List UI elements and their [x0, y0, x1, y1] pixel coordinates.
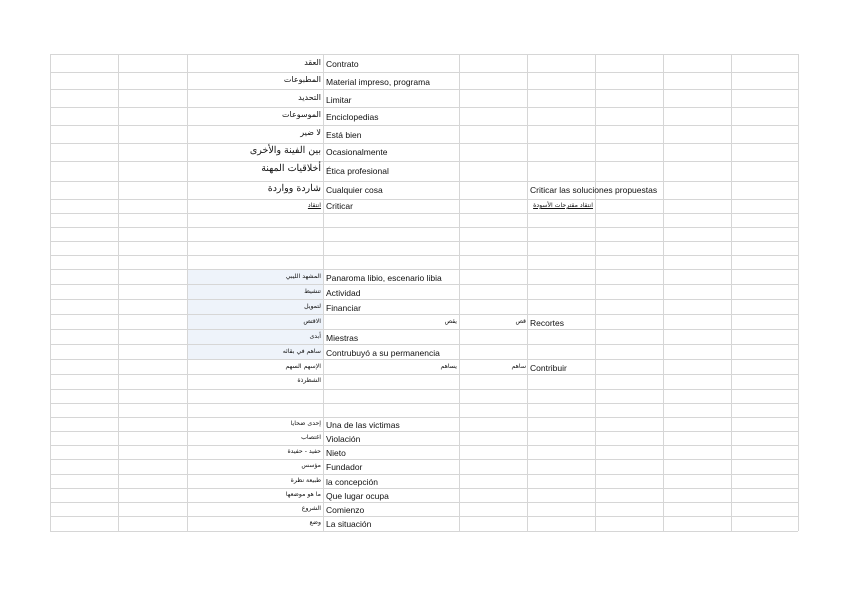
cell-arabic[interactable]: بين الفينة والأخرى	[249, 145, 321, 156]
cell-arabic[interactable]: أبدى	[309, 333, 321, 340]
cell-arabic[interactable]: تنشيط	[304, 288, 321, 295]
cell-arabic[interactable]: مؤسس	[301, 462, 321, 469]
cell-spanish[interactable]: Panaroma libio, escenario libia	[326, 273, 442, 283]
cell-arabic-extra[interactable]: انتقاد مقترحات الأسودة	[533, 202, 593, 209]
cell-arabic[interactable]: الموسوعات	[282, 110, 321, 119]
cell-spanish-extra[interactable]: Criticar las soluciones propuestas	[530, 185, 658, 195]
cell-arabic[interactable]: الاقتص	[303, 318, 321, 325]
cell-spanish[interactable]: Financiar	[326, 303, 361, 313]
cell-spanish[interactable]: Cualquier cosa	[326, 185, 383, 195]
cell-arabic[interactable]: اغتصاب	[301, 434, 321, 441]
cell-spanish[interactable]: Actividad	[326, 288, 361, 298]
cell-arabic[interactable]: الإسهم السهم	[285, 363, 321, 370]
cell-arabic[interactable]: وضع	[309, 519, 321, 526]
cell-arabic[interactable]: التحديد	[298, 93, 321, 102]
cell-arabic[interactable]: الشظرذة	[297, 377, 321, 384]
cell-arabic[interactable]: ما هو موضعها	[285, 491, 321, 498]
cell-arabic[interactable]: الشروع	[301, 505, 321, 512]
cell-arabic[interactable]: ساهم في بقائه	[282, 348, 321, 355]
grid-line	[798, 54, 799, 531]
cell-arabic-verb[interactable]: قص	[515, 318, 526, 325]
cell-arabic[interactable]: انتقاد	[307, 202, 321, 209]
cell-spanish[interactable]: Contrubuyó a su permanencia	[326, 348, 440, 358]
cell-arabic[interactable]: إحدى ضحايا	[290, 420, 321, 427]
cell-spanish[interactable]: Ética profesional	[326, 166, 389, 176]
cell-arabic[interactable]: المشهد الليبي	[285, 273, 321, 280]
cell-arabic[interactable]: لتمويل	[304, 303, 321, 310]
cell-arabic-verb[interactable]: يساهم	[440, 363, 457, 370]
cell-spanish-extra[interactable]: Contribuir	[530, 363, 567, 373]
cell-arabic[interactable]: العقد	[304, 58, 321, 67]
spreadsheet-grid	[50, 54, 798, 531]
cell-arabic-verb[interactable]: ساهم	[511, 363, 526, 370]
cell-arabic[interactable]: المطبوعات	[283, 75, 321, 84]
cell-spanish[interactable]: Contrato	[326, 59, 359, 69]
cell-spanish[interactable]: Está bien	[326, 130, 362, 140]
cell-spanish[interactable]: Fundador	[326, 462, 363, 472]
cell-spanish[interactable]: Material impreso, programa	[326, 77, 430, 87]
cell-spanish-extra[interactable]: Recortes	[530, 318, 565, 328]
cell-spanish[interactable]: La situación	[326, 519, 372, 529]
cell-arabic[interactable]: أخلاقيات المهنة	[261, 163, 321, 174]
cell-spanish[interactable]: Miestras	[326, 333, 359, 343]
cell-spanish[interactable]: Una de las victimas	[326, 420, 400, 430]
cell-spanish[interactable]: la concepción	[326, 477, 378, 487]
cell-spanish[interactable]: Comienzo	[326, 505, 365, 515]
cell-spanish[interactable]: Limitar	[326, 95, 352, 105]
cell-arabic-verb[interactable]: يقص	[444, 318, 457, 325]
cell-spanish[interactable]: Ocasionalmente	[326, 147, 388, 157]
cell-arabic[interactable]: شاردة وواردة	[267, 183, 321, 194]
cell-spanish[interactable]: Nieto	[326, 448, 346, 458]
cell-arabic[interactable]: طبيعة نظرة	[290, 477, 321, 484]
cell-arabic[interactable]: حفيد - حفيدة	[287, 448, 321, 455]
cell-spanish[interactable]: Violación	[326, 434, 361, 444]
cell-spanish[interactable]: Enciclopedias	[326, 112, 379, 122]
cell-arabic[interactable]: لا ضير	[300, 128, 321, 137]
cell-spanish[interactable]: Criticar	[326, 201, 353, 211]
cell-spanish[interactable]: Que lugar ocupa	[326, 491, 389, 501]
